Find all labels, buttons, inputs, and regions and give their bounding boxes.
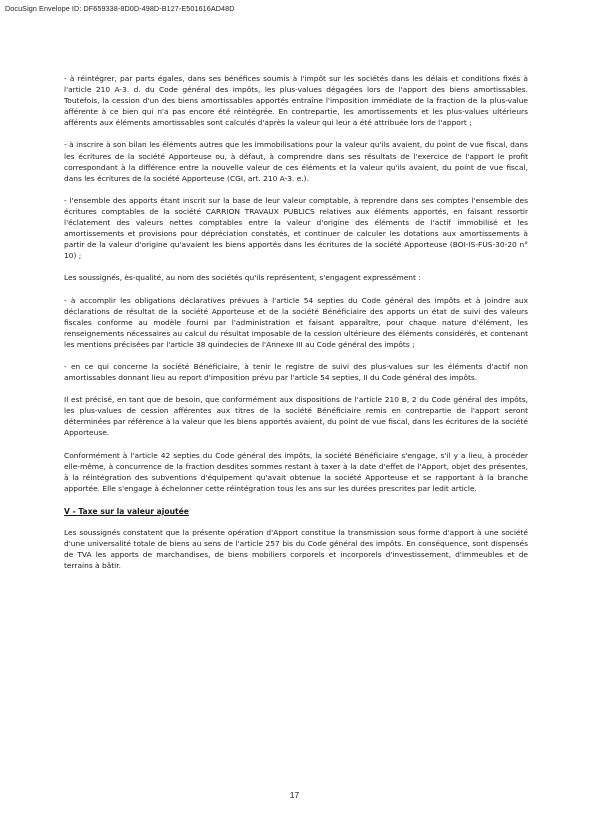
paragraph-obligations-declaratives: - à accomplir les obligations déclaratives prévues à l'article 54 septies du Code général des impôts et à joindre aux déclarations de résultat de la société Apporteuse et de la société Bénéficiaire des apports un état de suivi des valeurs fiscales conforme au modèle fourni par l'administration et faisant apparaître, pour chaque nature d'élément, les renseignements nécessaires au calcul du résultat imposable de la cession ultérieure des éléments considérés, et contenant les mentions précisées par l'article 38 quindecies de l'Annexe III au Code général des impôts ;	[64, 295, 528, 349]
paragraph-inscription-bilan: - à inscrire à son bilan les éléments autres que les immobilisations pour la valeur qu'ils avaient, du point de vue fiscal, dans les écritures de la société Apporteuse ou, à défaut, à comprendre dans ses résultats de l'exercice de l'apport le profit correspondant à la différence entre la nouvelle valeur de ces éléments et la valeur qu'ils avaient, du point de vue fiscal, dans les écritures de la société Apporteuse (CGI, art. 210 A-3. e.).	[64, 140, 528, 183]
page-number: 17	[289, 790, 300, 800]
paragraph-ensemble-apports: - l'ensemble des apports étant inscrit sur la base de leur valeur comptable, à reprendre dans ses comptes l'ensemble des écritures comptables de la société CARRION TRAVAUX PUBLICS relatives aux éléments apportés, en faisant ressortir l'éclatement des valeurs nettes comptables entre la valeur d'origine des éléments de l'actif immobilisé et les amortissements et provisions pour dépréciation constatés, et continuer de calculer les dotations aux amortissements à partir de la valeur d'origine qu'avaient les biens apportés dans les écritures de la société Apporteuse (BOI-IS-FUS-30-20 n° 10) ;	[64, 195, 528, 261]
paragraph-plus-values-cession: Il est précisé, en tant que de besoin, que conformément aux dispositions de l'article 210 B, 2 du Code général des impôts, les plus-values de cession afférentes aux titres de la société Bénéficiaire remis en contrepartie de l'apport seront déterminées par référence à la valeur que les biens apportés avaient, du point de vue fiscal, dans les écritures de la société Apporteuse.	[64, 395, 528, 438]
paragraph-registre-suivi: - en ce qui concerne la société Bénéficiaire, à tenir le registre de suivi des plus-values sur les éléments d'actif non amortissables donnant lieu au report d'imposition prévu par l'article 54 septies, II du Code général des impôts.	[64, 361, 528, 383]
paragraph-engagement: Les soussignés, ès-qualité, au nom des sociétés qu'ils représentent, s'engagent expressément :	[64, 273, 421, 283]
envelope-id: DocuSign Envelope ID: DF659338-8D0D-498D-B127-E501616AD48D	[5, 4, 235, 13]
section-heading-tva: V - Taxe sur la valeur ajoutée	[64, 506, 189, 516]
paragraph-subventions: Conformément à l'article 42 septies du Code général des impôts, la société Bénéficiaire s'engage, s'il y a lieu, à procéder elle-même, à concurrence de la fraction desdites sommes restant à taxer à la date d'effet de l'Apport, objet des présentes, à la réintégration des subventions d'équipement qu'avait obtenue la société Apporteuse et se rapportant à la branche apportée. Elle s'engage à échelonner cette réintégration tous les ans sur les durées prescrites par ledit article.	[64, 450, 528, 493]
paragraph-tva: Les soussignés constatent que la présente opération d'Apport constitue la transmission sous forme d'apport à une société d'une universalité totale de biens au sens de l'article 257 bis du Code général des impôts. En conséquence, sont dispensés de TVA les apports de marchandises, de biens mobiliers corporels et incorporels d'investissement, d'immeubles et de terrains à bâtir.	[64, 528, 528, 571]
paragraph-reintegration: - à réintégrer, par parts égales, dans ses bénéfices soumis à l'impôt sur les sociétés dans les délais et conditions fixés à l'article 210 A-3. d. du Code général des impôts, les plus-values dégagées lors de l'apport des biens amortissables. Toutefois, la cession d'un des biens amortissables apportés entraîne l'imposition immédiate de la fraction de la plus-value afférente à ce bien qui n'a pas encore été réintégrée. En contrepartie, les amortissements et les plus-values ultérieurs afférents aux éléments amortissables sont calculés d'après la valeur qui leur a été attribuée lors de l'apport ;	[64, 74, 528, 128]
document-body	[64, 73, 528, 571]
